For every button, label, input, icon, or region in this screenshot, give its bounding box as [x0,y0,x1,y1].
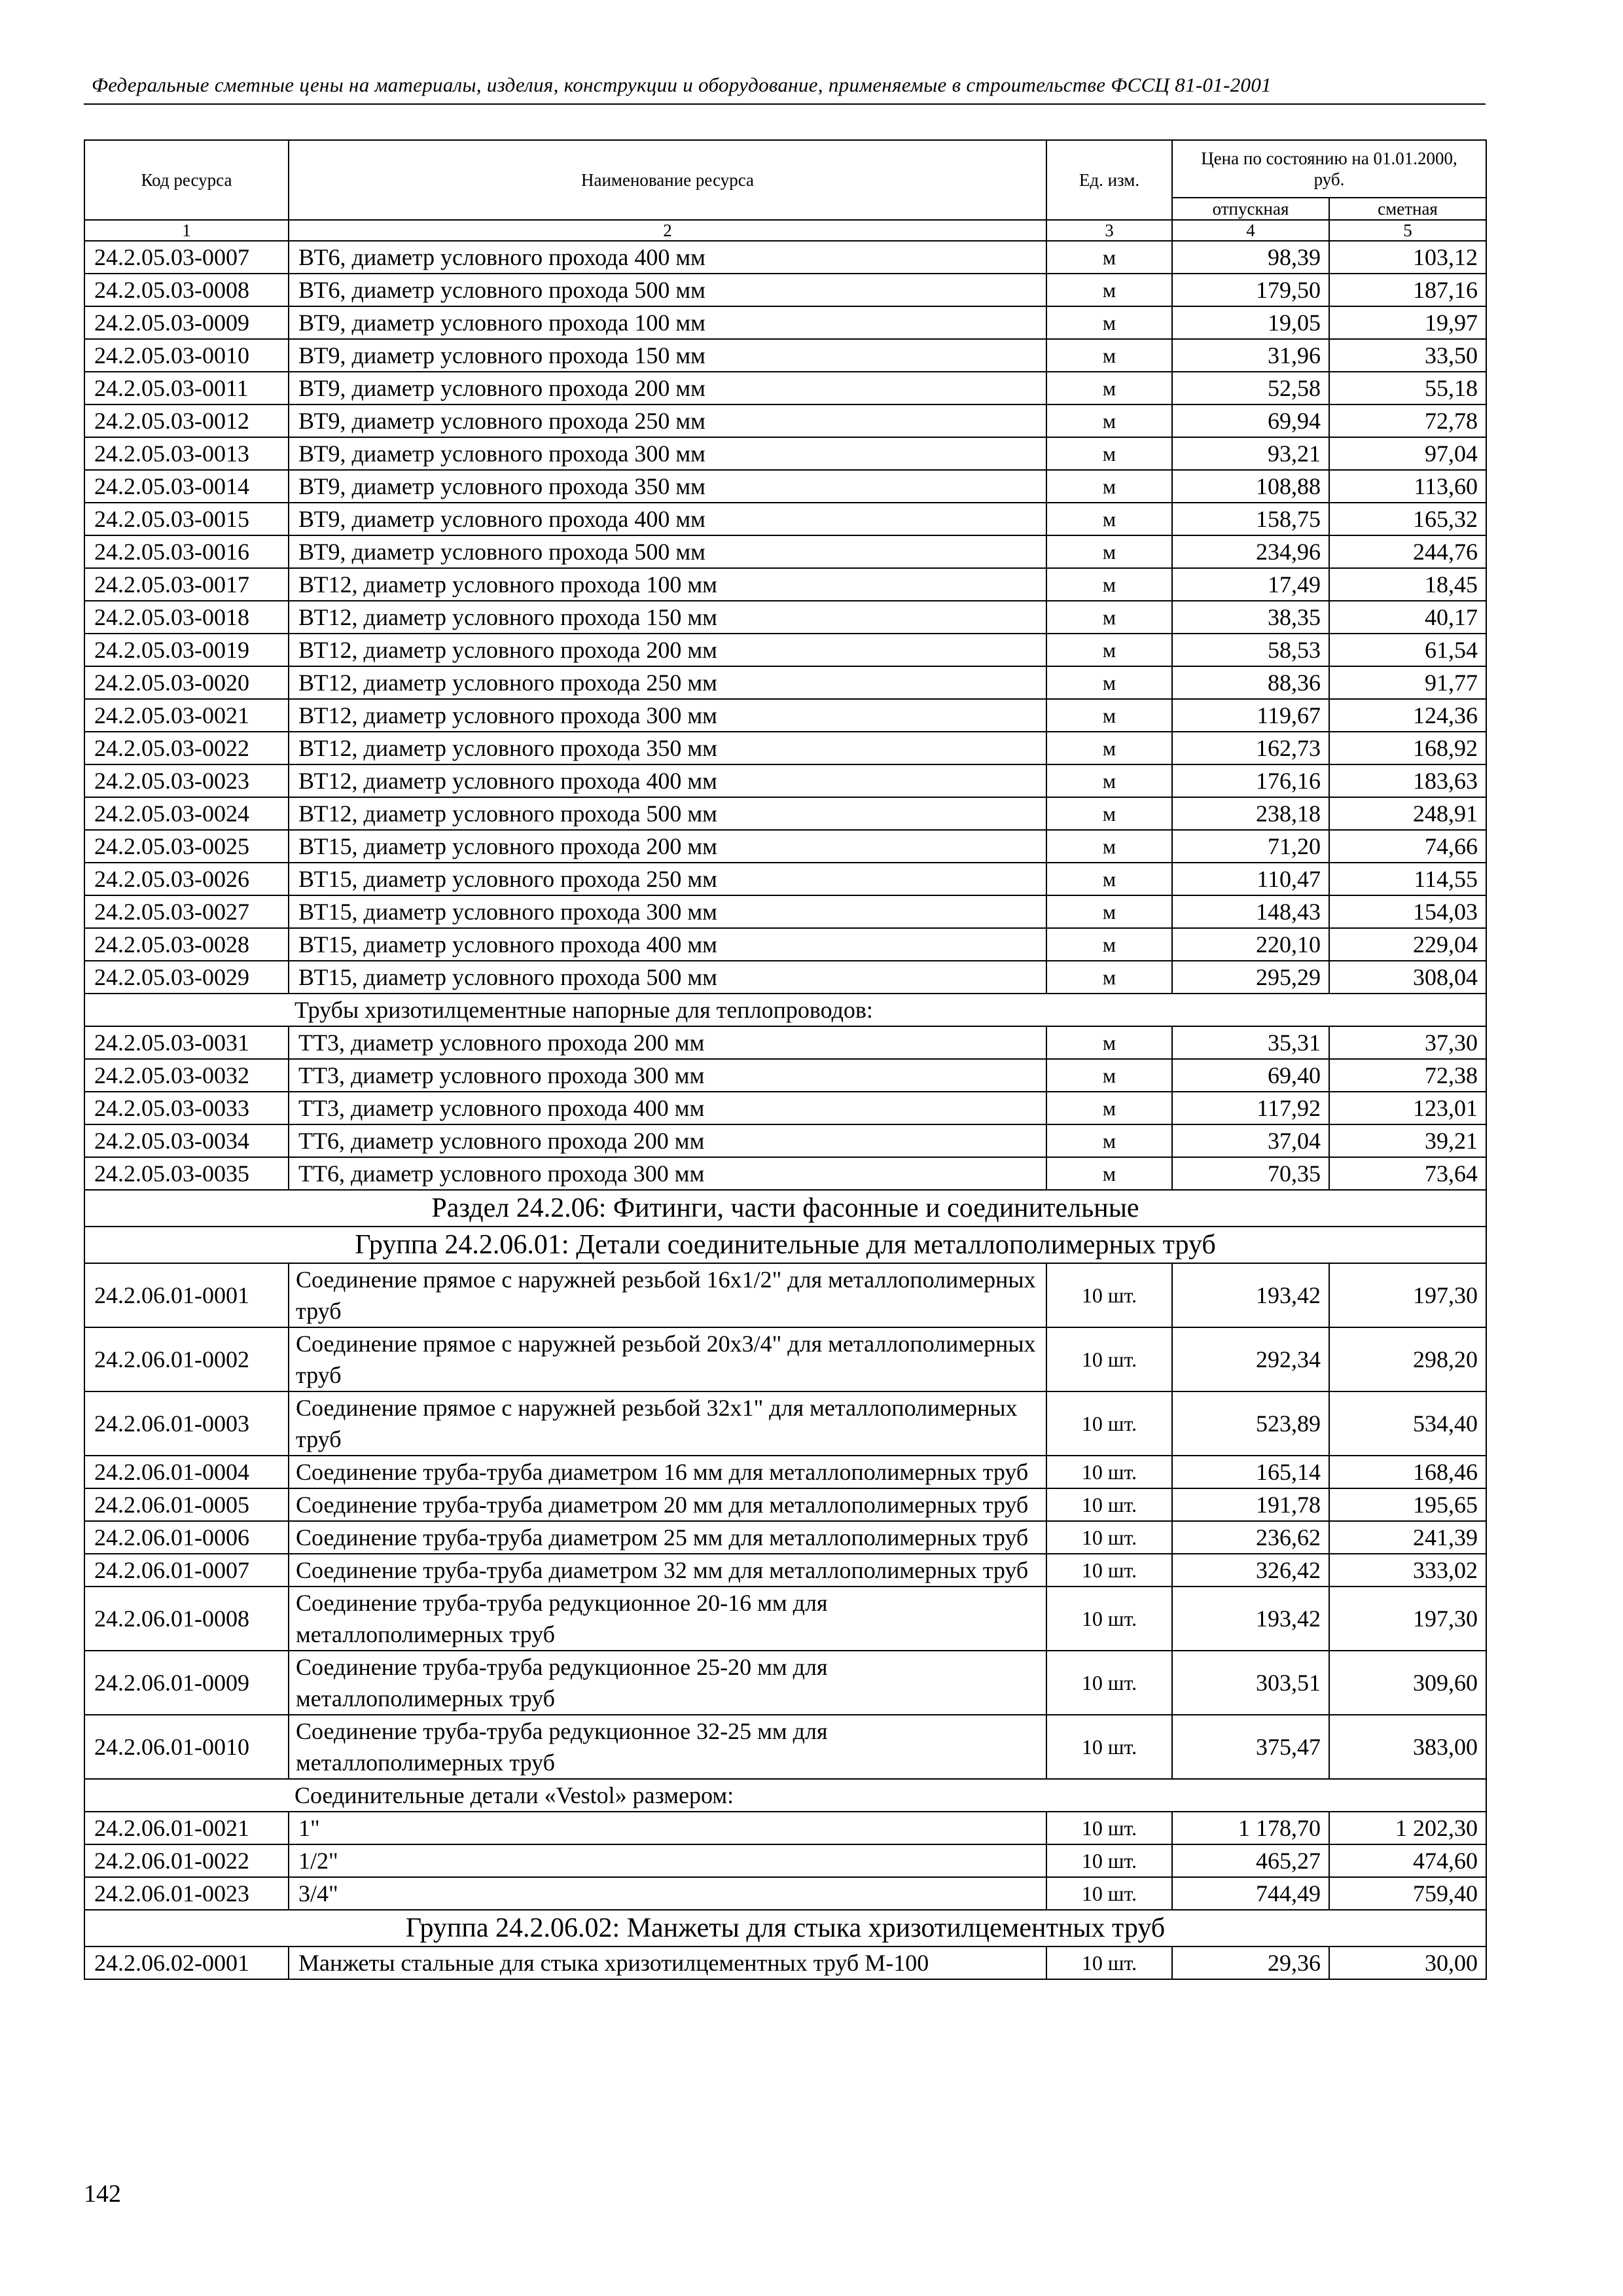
resource-name: Соединение труба-труба диаметром 25 мм для металлополимерных труб [289,1521,1046,1554]
resource-code: 24.2.05.03-0027 [84,895,289,928]
unit-cell: м [1046,535,1172,568]
page-header-title: Федеральные сметные цены на материалы, изделия, конструкции и оборудование, применяемые в строительстве ФССЦ 81-01-2001 [92,73,1272,96]
resource-code: 24.2.05.03-0008 [84,274,289,306]
unit-cell: м [1046,1026,1172,1059]
subheading: Трубы хризотилцементные напорные для теплопроводов: [84,994,1486,1026]
unit-cell: м [1046,961,1172,994]
resource-code: 24.2.05.03-0019 [84,634,289,666]
section-title: Раздел 24.2.06: Фитинги, части фасонные и соединительные [84,1190,1486,1227]
resource-name: ВТ15, диаметр условного прохода 250 мм [289,863,1046,895]
resource-code: 24.2.05.03-0011 [84,372,289,404]
unit-cell: м [1046,274,1172,306]
release-price: 19,05 [1172,306,1329,339]
resource-code: 24.2.06.01-0023 [84,1877,289,1910]
column-header-price-group: Цена по состоянию на 01.01.2000, руб. [1172,140,1486,198]
resource-code: 24.2.06.02-0001 [84,1946,289,1979]
table-row [84,1391,1486,1456]
table-row [84,699,1486,732]
table-row [84,1651,1486,1715]
column-number-row [84,220,1486,241]
resource-name: ВТ12, диаметр условного прохода 250 мм [289,666,1046,699]
resource-code: 24.2.06.01-0005 [84,1488,289,1521]
unit-cell: м [1046,306,1172,339]
section-title-row [84,1190,1486,1227]
resource-code: 24.2.05.03-0010 [84,339,289,372]
unit-cell: 10 шт. [1046,1715,1172,1779]
unit-cell: м [1046,241,1172,274]
resource-code: 24.2.06.01-0004 [84,1456,289,1488]
release-price: 234,96 [1172,535,1329,568]
resource-name: 3/4" [289,1877,1046,1910]
column-header-code: Код ресурса [84,140,289,220]
resource-name: ВТ6, диаметр условного прохода 500 мм [289,274,1046,306]
resource-name: Соединение труба-труба редукционное 32-25 мм для металлополимерных труб [289,1715,1046,1779]
resource-name: Соединение прямое с наружней резьбой 20х3/4" для металлополимерных труб [289,1327,1046,1391]
resource-code: 24.2.05.03-0033 [84,1092,289,1124]
resource-name: ВТ12, диаметр условного прохода 500 мм [289,797,1046,830]
unit-cell: м [1046,339,1172,372]
resource-name: ВТ9, диаметр условного прохода 500 мм [289,535,1046,568]
release-price: 69,94 [1172,404,1329,437]
column-number: 3 [1046,220,1172,241]
release-price: 523,89 [1172,1391,1329,1456]
resource-code: 24.2.05.03-0020 [84,666,289,699]
resource-name: 1/2" [289,1844,1046,1877]
resource-name: ВТ9, диаметр условного прохода 350 мм [289,470,1046,503]
resource-code: 24.2.05.03-0029 [84,961,289,994]
table-row [84,1124,1486,1157]
release-price: 88,36 [1172,666,1329,699]
table-row [84,732,1486,764]
resource-code: 24.2.06.01-0022 [84,1844,289,1877]
table-body [84,241,1486,1979]
release-price: 1 178,70 [1172,1812,1329,1844]
column-header-unit: Ед. изм. [1046,140,1172,220]
resource-code: 24.2.05.03-0024 [84,797,289,830]
unit-cell: 10 шт. [1046,1456,1172,1488]
resource-name: Соединение труба-труба диаметром 32 мм для металлополимерных труб [289,1554,1046,1587]
release-price: 71,20 [1172,830,1329,863]
release-price: 165,14 [1172,1456,1329,1488]
unit-cell: 10 шт. [1046,1391,1172,1456]
unit-cell: м [1046,666,1172,699]
unit-cell: м [1046,863,1172,895]
resource-name: Соединение труба-труба редукционное 25-20 мм для металлополимерных труб [289,1651,1046,1715]
estimate-price: 113,60 [1329,470,1486,503]
resource-name: Соединение труба-труба редукционное 20-16 мм для металлополимерных труб [289,1587,1046,1651]
estimate-price: 241,39 [1329,1521,1486,1554]
unit-cell: м [1046,732,1172,764]
estimate-price: 33,50 [1329,339,1486,372]
release-price: 31,96 [1172,339,1329,372]
unit-cell: м [1046,470,1172,503]
table-row [84,470,1486,503]
estimate-price: 40,17 [1329,601,1486,634]
resource-name: ВТ12, диаметр условного прохода 100 мм [289,568,1046,601]
resource-name: Соединение труба-труба диаметром 16 мм для металлополимерных труб [289,1456,1046,1488]
table-row [84,863,1486,895]
resource-code: 24.2.05.03-0009 [84,306,289,339]
release-price: 58,53 [1172,634,1329,666]
unit-cell: м [1046,568,1172,601]
unit-cell: 10 шт. [1046,1263,1172,1327]
estimate-price: 154,03 [1329,895,1486,928]
estimate-price: 474,60 [1329,1844,1486,1877]
release-price: 119,67 [1172,699,1329,732]
resource-name: ВТ15, диаметр условного прохода 300 мм [289,895,1046,928]
resource-code: 24.2.05.03-0014 [84,470,289,503]
table-row [84,568,1486,601]
release-price: 110,47 [1172,863,1329,895]
unit-cell: 10 шт. [1046,1877,1172,1910]
release-price: 176,16 [1172,764,1329,797]
estimate-price: 30,00 [1329,1946,1486,1979]
column-number: 4 [1172,220,1329,241]
estimate-price: 165,32 [1329,503,1486,535]
table-row [84,666,1486,699]
table-row [84,1488,1486,1521]
unit-cell: м [1046,404,1172,437]
resource-code: 24.2.06.01-0001 [84,1263,289,1327]
group-title: Группа 24.2.06.02: Манжеты для стыка хризотилцементных труб [84,1910,1486,1946]
table-row [84,797,1486,830]
resource-code: 24.2.06.01-0008 [84,1587,289,1651]
resource-name: ВТ6, диаметр условного прохода 400 мм [289,241,1046,274]
release-price: 37,04 [1172,1124,1329,1157]
table-row [84,1157,1486,1190]
resource-code: 24.2.05.03-0012 [84,404,289,437]
estimate-price: 18,45 [1329,568,1486,601]
unit-cell: 10 шт. [1046,1554,1172,1587]
unit-cell: м [1046,1059,1172,1092]
estimate-price: 168,46 [1329,1456,1486,1488]
table-row [84,1946,1486,1979]
estimate-price: 309,60 [1329,1651,1486,1715]
resource-name: ТТ3, диаметр условного прохода 300 мм [289,1059,1046,1092]
resource-name: ВТ12, диаметр условного прохода 350 мм [289,732,1046,764]
table-row [84,372,1486,404]
estimate-price: 383,00 [1329,1715,1486,1779]
resource-name: ВТ9, диаметр условного прохода 300 мм [289,437,1046,470]
table-header-row [84,140,1486,198]
estimate-price: 72,78 [1329,404,1486,437]
resource-name: ВТ15, диаметр условного прохода 400 мм [289,928,1046,961]
resource-code: 24.2.05.03-0007 [84,241,289,274]
resource-name: ВТ9, диаметр условного прохода 200 мм [289,372,1046,404]
release-price: 158,75 [1172,503,1329,535]
subheading: Соединительные детали «Vestol» размером: [84,1779,1486,1812]
table-row [84,1554,1486,1587]
unit-cell: м [1046,830,1172,863]
resource-name: ТТ6, диаметр условного прохода 200 мм [289,1124,1046,1157]
resource-code: 24.2.06.01-0006 [84,1521,289,1554]
unit-cell: м [1046,928,1172,961]
resource-code: 24.2.05.03-0022 [84,732,289,764]
table-row [84,404,1486,437]
resource-name: Соединение прямое с наружней резьбой 32х1" для металлополимерных труб [289,1391,1046,1456]
group-title-row [84,1227,1486,1263]
estimate-price: 187,16 [1329,274,1486,306]
release-price: 193,42 [1172,1263,1329,1327]
unit-cell: м [1046,634,1172,666]
table-row [84,634,1486,666]
resource-name: Соединение прямое с наружней резьбой 16х1/2" для металлополимерных труб [289,1263,1046,1327]
unit-cell: 10 шт. [1046,1327,1172,1391]
resource-code: 24.2.05.03-0016 [84,535,289,568]
table-row [84,274,1486,306]
release-price: 17,49 [1172,568,1329,601]
release-price: 220,10 [1172,928,1329,961]
resource-code: 24.2.05.03-0028 [84,928,289,961]
estimate-price: 298,20 [1329,1327,1486,1391]
unit-cell: м [1046,1157,1172,1190]
estimate-price: 124,36 [1329,699,1486,732]
estimate-price: 55,18 [1329,372,1486,404]
resource-code: 24.2.05.03-0026 [84,863,289,895]
table-row [84,830,1486,863]
table-row [84,895,1486,928]
estimate-price: 91,77 [1329,666,1486,699]
unit-cell: м [1046,503,1172,535]
estimate-price: 168,92 [1329,732,1486,764]
table-row [84,1026,1486,1059]
group-title-row [84,1910,1486,1946]
release-price: 108,88 [1172,470,1329,503]
column-number: 1 [84,220,289,241]
unit-cell: м [1046,895,1172,928]
resource-name: ВТ12, диаметр условного прохода 300 мм [289,699,1046,732]
column-number: 5 [1329,220,1486,241]
resource-code: 24.2.05.03-0013 [84,437,289,470]
estimate-price: 103,12 [1329,241,1486,274]
release-price: 326,42 [1172,1554,1329,1587]
estimate-price: 72,38 [1329,1059,1486,1092]
resource-name: 1" [289,1812,1046,1844]
unit-cell: м [1046,601,1172,634]
estimate-price: 74,66 [1329,830,1486,863]
table-row [84,601,1486,634]
resource-code: 24.2.05.03-0025 [84,830,289,863]
estimate-price: 195,65 [1329,1488,1486,1521]
release-price: 191,78 [1172,1488,1329,1521]
resource-name: ВТ12, диаметр условного прохода 200 мм [289,634,1046,666]
price-table [84,139,1487,1980]
column-header-release-price: отпускная [1172,198,1329,220]
release-price: 98,39 [1172,241,1329,274]
resource-code: 24.2.06.01-0021 [84,1812,289,1844]
table-row [84,1812,1486,1844]
estimate-price: 197,30 [1329,1263,1486,1327]
unit-cell: м [1046,699,1172,732]
release-price: 69,40 [1172,1059,1329,1092]
release-price: 29,36 [1172,1946,1329,1979]
estimate-price: 97,04 [1329,437,1486,470]
estimate-price: 534,40 [1329,1391,1486,1456]
group-title: Группа 24.2.06.01: Детали соединительные для металлополимерных труб [84,1227,1486,1263]
resource-name: ВТ9, диаметр условного прохода 100 мм [289,306,1046,339]
resource-code: 24.2.06.01-0002 [84,1327,289,1391]
resource-name: ВТ12, диаметр условного прохода 150 мм [289,601,1046,634]
table-row [84,961,1486,994]
resource-name: ТТ3, диаметр условного прохода 200 мм [289,1026,1046,1059]
table-row [84,1844,1486,1877]
release-price: 465,27 [1172,1844,1329,1877]
column-header-estimate-price: сметная [1329,198,1486,220]
unit-cell: 10 шт. [1046,1521,1172,1554]
release-price: 295,29 [1172,961,1329,994]
estimate-price: 37,30 [1329,1026,1486,1059]
estimate-price: 39,21 [1329,1124,1486,1157]
table-row [84,241,1486,274]
table-row [84,503,1486,535]
resource-code: 24.2.06.01-0009 [84,1651,289,1715]
unit-cell: 10 шт. [1046,1651,1172,1715]
release-price: 52,58 [1172,372,1329,404]
estimate-price: 248,91 [1329,797,1486,830]
table-row [84,1092,1486,1124]
column-number: 2 [289,220,1046,241]
resource-code: 24.2.05.03-0017 [84,568,289,601]
unit-cell: 10 шт. [1046,1812,1172,1844]
release-price: 303,51 [1172,1651,1329,1715]
resource-code: 24.2.05.03-0031 [84,1026,289,1059]
release-price: 375,47 [1172,1715,1329,1779]
resource-name: ТТ3, диаметр условного прохода 400 мм [289,1092,1046,1124]
release-price: 148,43 [1172,895,1329,928]
resource-name: ВТ9, диаметр условного прохода 400 мм [289,503,1046,535]
resource-name: ВТ12, диаметр условного прохода 400 мм [289,764,1046,797]
table-row [84,1263,1486,1327]
table-row [84,1327,1486,1391]
resource-code: 24.2.05.03-0035 [84,1157,289,1190]
estimate-price: 73,64 [1329,1157,1486,1190]
resource-code: 24.2.06.01-0010 [84,1715,289,1779]
unit-cell: м [1046,1092,1172,1124]
unit-cell: 10 шт. [1046,1844,1172,1877]
resource-name: ТТ6, диаметр условного прохода 300 мм [289,1157,1046,1190]
resource-name: Манжеты стальные для стыка хризотилцементных труб М-100 [289,1946,1046,1979]
page-number: 142 [84,2180,121,2208]
table-row [84,764,1486,797]
release-price: 162,73 [1172,732,1329,764]
resource-code: 24.2.05.03-0032 [84,1059,289,1092]
release-price: 38,35 [1172,601,1329,634]
release-price: 70,35 [1172,1157,1329,1190]
resource-code: 24.2.05.03-0021 [84,699,289,732]
resource-code: 24.2.06.01-0003 [84,1391,289,1456]
resource-code: 24.2.05.03-0023 [84,764,289,797]
table-row [84,1715,1486,1779]
table-row [84,1587,1486,1651]
table-row [84,1456,1486,1488]
subheading-row [84,1779,1486,1812]
table-row [84,1059,1486,1092]
subheading-row [84,994,1486,1026]
estimate-price: 244,76 [1329,535,1486,568]
release-price: 744,49 [1172,1877,1329,1910]
table-row [84,306,1486,339]
estimate-price: 229,04 [1329,928,1486,961]
table-row [84,535,1486,568]
estimate-price: 308,04 [1329,961,1486,994]
estimate-price: 197,30 [1329,1587,1486,1651]
column-header-name: Наименование ресурса [289,140,1046,220]
unit-cell: 10 шт. [1046,1946,1172,1979]
unit-cell: м [1046,764,1172,797]
release-price: 117,92 [1172,1092,1329,1124]
resource-name: ВТ9, диаметр условного прохода 150 мм [289,339,1046,372]
unit-cell: м [1046,797,1172,830]
resource-name: ВТ15, диаметр условного прохода 500 мм [289,961,1046,994]
estimate-price: 61,54 [1329,634,1486,666]
release-price: 292,34 [1172,1327,1329,1391]
unit-cell: м [1046,1124,1172,1157]
resource-name: Соединение труба-труба диаметром 20 мм для металлополимерных труб [289,1488,1046,1521]
table-row [84,928,1486,961]
estimate-price: 759,40 [1329,1877,1486,1910]
table-row [84,437,1486,470]
resource-code: 24.2.05.03-0015 [84,503,289,535]
unit-cell: м [1046,372,1172,404]
release-price: 179,50 [1172,274,1329,306]
release-price: 35,31 [1172,1026,1329,1059]
resource-code: 24.2.06.01-0007 [84,1554,289,1587]
release-price: 193,42 [1172,1587,1329,1651]
resource-name: ВТ15, диаметр условного прохода 200 мм [289,830,1046,863]
estimate-price: 19,97 [1329,306,1486,339]
unit-cell: 10 шт. [1046,1587,1172,1651]
release-price: 93,21 [1172,437,1329,470]
estimate-price: 183,63 [1329,764,1486,797]
estimate-price: 123,01 [1329,1092,1486,1124]
unit-cell: м [1046,437,1172,470]
unit-cell: 10 шт. [1046,1488,1172,1521]
resource-name: ВТ9, диаметр условного прохода 250 мм [289,404,1046,437]
resource-code: 24.2.05.03-0018 [84,601,289,634]
resource-code: 24.2.05.03-0034 [84,1124,289,1157]
release-price: 238,18 [1172,797,1329,830]
table-row [84,339,1486,372]
release-price: 236,62 [1172,1521,1329,1554]
table-row [84,1877,1486,1910]
estimate-price: 1 202,30 [1329,1812,1486,1844]
estimate-price: 333,02 [1329,1554,1486,1587]
estimate-price: 114,55 [1329,863,1486,895]
table-row [84,1521,1486,1554]
header-rule [84,103,1486,105]
